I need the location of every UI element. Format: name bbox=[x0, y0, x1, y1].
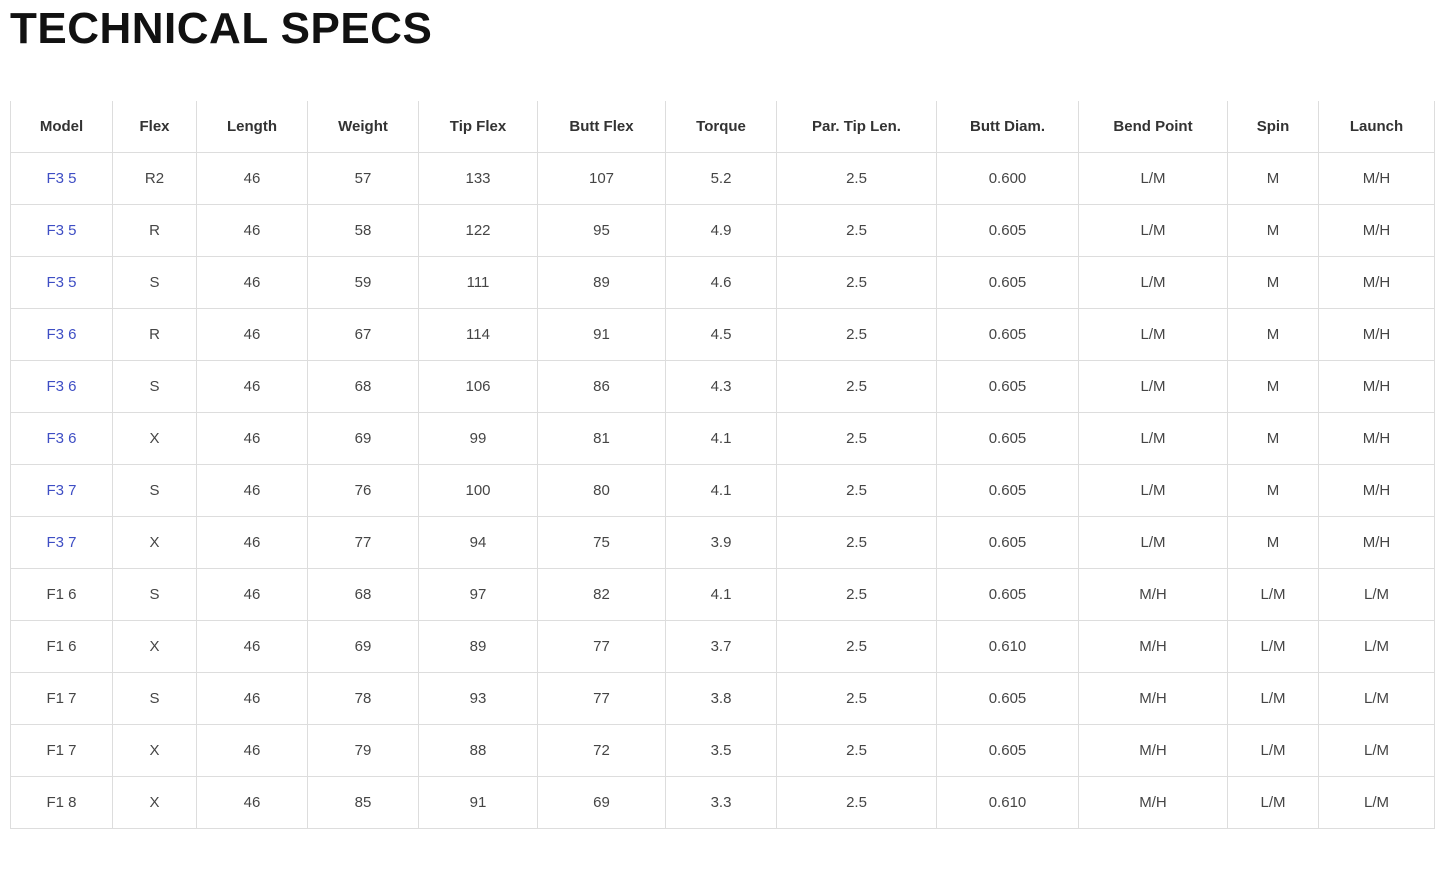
table-row bbox=[11, 569, 1435, 621]
model-cell: F1 6 bbox=[11, 621, 113, 673]
launch-cell: L/M bbox=[1319, 725, 1435, 777]
bend-point-cell: L/M bbox=[1079, 257, 1228, 309]
length-cell: 46 bbox=[197, 153, 308, 205]
par-tip-len-cell: 2.5 bbox=[777, 725, 937, 777]
spin-cell: M bbox=[1228, 257, 1319, 309]
spin-cell: M bbox=[1228, 517, 1319, 569]
length-cell: 46 bbox=[197, 361, 308, 413]
header-row bbox=[11, 101, 1435, 153]
spin-cell: L/M bbox=[1228, 621, 1319, 673]
tip-flex-cell: 97 bbox=[419, 569, 538, 621]
launch-cell: L/M bbox=[1319, 673, 1435, 725]
model-link[interactable]: F3 5 bbox=[46, 222, 77, 240]
torque-cell: 4.1 bbox=[666, 569, 777, 621]
launch-cell: M/H bbox=[1319, 413, 1435, 465]
butt-diam-cell: 0.610 bbox=[937, 777, 1079, 829]
torque-cell: 4.1 bbox=[666, 465, 777, 517]
spin-cell: M bbox=[1228, 465, 1319, 517]
torque-cell: 4.9 bbox=[666, 205, 777, 257]
table-row bbox=[11, 517, 1435, 569]
column-header-length: Length bbox=[197, 101, 308, 153]
par-tip-len-cell: 2.5 bbox=[777, 205, 937, 257]
butt-flex-cell: 75 bbox=[538, 517, 666, 569]
length-cell: 46 bbox=[197, 569, 308, 621]
tip-flex-cell: 100 bbox=[419, 465, 538, 517]
flex-cell: R bbox=[113, 205, 197, 257]
butt-flex-cell: 77 bbox=[538, 673, 666, 725]
launch-cell: L/M bbox=[1319, 569, 1435, 621]
bend-point-cell: L/M bbox=[1079, 413, 1228, 465]
butt-diam-cell: 0.605 bbox=[937, 517, 1079, 569]
weight-cell: 69 bbox=[308, 621, 419, 673]
launch-cell: L/M bbox=[1319, 621, 1435, 673]
torque-cell: 4.5 bbox=[666, 309, 777, 361]
length-cell: 46 bbox=[197, 725, 308, 777]
bend-point-cell: M/H bbox=[1079, 621, 1228, 673]
torque-cell: 4.3 bbox=[666, 361, 777, 413]
weight-cell: 69 bbox=[308, 413, 419, 465]
column-header-launch: Launch bbox=[1319, 101, 1435, 153]
table-row bbox=[11, 413, 1435, 465]
tip-flex-cell: 91 bbox=[419, 777, 538, 829]
weight-cell: 79 bbox=[308, 725, 419, 777]
table-row bbox=[11, 205, 1435, 257]
butt-flex-cell: 80 bbox=[538, 465, 666, 517]
tip-flex-cell: 133 bbox=[419, 153, 538, 205]
tip-flex-cell: 89 bbox=[419, 621, 538, 673]
tip-flex-cell: 114 bbox=[419, 309, 538, 361]
model-cell bbox=[11, 465, 113, 517]
column-header-par-tip-len: Par. Tip Len. bbox=[777, 101, 937, 153]
butt-diam-cell: 0.610 bbox=[937, 621, 1079, 673]
model-link[interactable]: F3 7 bbox=[46, 534, 77, 552]
butt-flex-cell: 95 bbox=[538, 205, 666, 257]
par-tip-len-cell: 2.5 bbox=[777, 673, 937, 725]
torque-cell: 3.3 bbox=[666, 777, 777, 829]
par-tip-len-cell: 2.5 bbox=[777, 153, 937, 205]
model-link[interactable]: F3 6 bbox=[46, 326, 77, 344]
tip-flex-cell: 94 bbox=[419, 517, 538, 569]
column-header-torque: Torque bbox=[666, 101, 777, 153]
model-cell: F1 7 bbox=[11, 673, 113, 725]
table-row bbox=[11, 673, 1435, 725]
bend-point-cell: L/M bbox=[1079, 153, 1228, 205]
tip-flex-cell: 106 bbox=[419, 361, 538, 413]
model-cell bbox=[11, 153, 113, 205]
spin-cell: M bbox=[1228, 309, 1319, 361]
weight-cell: 76 bbox=[308, 465, 419, 517]
column-header-weight: Weight bbox=[308, 101, 419, 153]
torque-cell: 3.8 bbox=[666, 673, 777, 725]
flex-cell: X bbox=[113, 777, 197, 829]
table-row bbox=[11, 465, 1435, 517]
butt-flex-cell: 86 bbox=[538, 361, 666, 413]
flex-cell: X bbox=[113, 725, 197, 777]
par-tip-len-cell: 2.5 bbox=[777, 621, 937, 673]
column-header-spin: Spin bbox=[1228, 101, 1319, 153]
length-cell: 46 bbox=[197, 205, 308, 257]
table-row bbox=[11, 725, 1435, 777]
butt-flex-cell: 81 bbox=[538, 413, 666, 465]
table-row bbox=[11, 361, 1435, 413]
butt-flex-cell: 107 bbox=[538, 153, 666, 205]
tip-flex-cell: 111 bbox=[419, 257, 538, 309]
weight-cell: 68 bbox=[308, 361, 419, 413]
model-cell bbox=[11, 257, 113, 309]
spin-cell: M bbox=[1228, 153, 1319, 205]
butt-flex-cell: 77 bbox=[538, 621, 666, 673]
butt-flex-cell: 72 bbox=[538, 725, 666, 777]
spin-cell: M bbox=[1228, 205, 1319, 257]
butt-flex-cell: 89 bbox=[538, 257, 666, 309]
launch-cell: M/H bbox=[1319, 361, 1435, 413]
launch-cell: M/H bbox=[1319, 257, 1435, 309]
par-tip-len-cell: 2.5 bbox=[777, 569, 937, 621]
table-row bbox=[11, 621, 1435, 673]
column-header-butt-diam: Butt Diam. bbox=[937, 101, 1079, 153]
flex-cell: R bbox=[113, 309, 197, 361]
par-tip-len-cell: 2.5 bbox=[777, 361, 937, 413]
model-link[interactable]: F3 6 bbox=[46, 378, 77, 396]
bend-point-cell: M/H bbox=[1079, 777, 1228, 829]
butt-diam-cell: 0.605 bbox=[937, 673, 1079, 725]
launch-cell: M/H bbox=[1319, 465, 1435, 517]
table-row bbox=[11, 777, 1435, 829]
column-header-flex: Flex bbox=[113, 101, 197, 153]
model-cell: F1 6 bbox=[11, 569, 113, 621]
par-tip-len-cell: 2.5 bbox=[777, 777, 937, 829]
butt-diam-cell: 0.605 bbox=[937, 257, 1079, 309]
length-cell: 46 bbox=[197, 309, 308, 361]
bend-point-cell: M/H bbox=[1079, 569, 1228, 621]
torque-cell: 4.6 bbox=[666, 257, 777, 309]
model-cell bbox=[11, 413, 113, 465]
specs-table bbox=[10, 101, 1435, 830]
torque-cell: 3.5 bbox=[666, 725, 777, 777]
flex-cell: X bbox=[113, 413, 197, 465]
table-body bbox=[11, 153, 1435, 829]
butt-diam-cell: 0.605 bbox=[937, 309, 1079, 361]
bend-point-cell: M/H bbox=[1079, 673, 1228, 725]
weight-cell: 58 bbox=[308, 205, 419, 257]
torque-cell: 3.7 bbox=[666, 621, 777, 673]
model-cell: F1 8 bbox=[11, 777, 113, 829]
flex-cell: S bbox=[113, 673, 197, 725]
model-link[interactable]: F3 5 bbox=[46, 274, 77, 292]
tip-flex-cell: 88 bbox=[419, 725, 538, 777]
tip-flex-cell: 122 bbox=[419, 205, 538, 257]
torque-cell: 3.9 bbox=[666, 517, 777, 569]
length-cell: 46 bbox=[197, 413, 308, 465]
weight-cell: 85 bbox=[308, 777, 419, 829]
launch-cell: M/H bbox=[1319, 517, 1435, 569]
table-row bbox=[11, 257, 1435, 309]
column-header-bend-point: Bend Point bbox=[1079, 101, 1228, 153]
launch-cell: M/H bbox=[1319, 153, 1435, 205]
spin-cell: M bbox=[1228, 413, 1319, 465]
par-tip-len-cell: 2.5 bbox=[777, 413, 937, 465]
column-header-tip-flex: Tip Flex bbox=[419, 101, 538, 153]
tip-flex-cell: 99 bbox=[419, 413, 538, 465]
butt-flex-cell: 69 bbox=[538, 777, 666, 829]
spin-cell: L/M bbox=[1228, 725, 1319, 777]
weight-cell: 78 bbox=[308, 673, 419, 725]
weight-cell: 57 bbox=[308, 153, 419, 205]
butt-diam-cell: 0.600 bbox=[937, 153, 1079, 205]
spin-cell: L/M bbox=[1228, 569, 1319, 621]
flex-cell: S bbox=[113, 361, 197, 413]
model-cell bbox=[11, 361, 113, 413]
tip-flex-cell: 93 bbox=[419, 673, 538, 725]
length-cell: 46 bbox=[197, 517, 308, 569]
butt-flex-cell: 82 bbox=[538, 569, 666, 621]
spin-cell: L/M bbox=[1228, 673, 1319, 725]
bend-point-cell: L/M bbox=[1079, 517, 1228, 569]
butt-diam-cell: 0.605 bbox=[937, 569, 1079, 621]
length-cell: 46 bbox=[197, 257, 308, 309]
spin-cell: M bbox=[1228, 361, 1319, 413]
torque-cell: 4.1 bbox=[666, 413, 777, 465]
launch-cell: L/M bbox=[1319, 777, 1435, 829]
par-tip-len-cell: 2.5 bbox=[777, 257, 937, 309]
butt-diam-cell: 0.605 bbox=[937, 725, 1079, 777]
flex-cell: X bbox=[113, 621, 197, 673]
model-cell: F1 7 bbox=[11, 725, 113, 777]
model-cell bbox=[11, 309, 113, 361]
table-row bbox=[11, 153, 1435, 205]
bend-point-cell: L/M bbox=[1079, 465, 1228, 517]
par-tip-len-cell: 2.5 bbox=[777, 309, 937, 361]
weight-cell: 67 bbox=[308, 309, 419, 361]
model-cell bbox=[11, 205, 113, 257]
weight-cell: 59 bbox=[308, 257, 419, 309]
model-link[interactable]: F3 7 bbox=[46, 482, 77, 500]
launch-cell: M/H bbox=[1319, 309, 1435, 361]
weight-cell: 77 bbox=[308, 517, 419, 569]
model-link[interactable]: F3 6 bbox=[46, 430, 77, 448]
flex-cell: X bbox=[113, 517, 197, 569]
butt-diam-cell: 0.605 bbox=[937, 361, 1079, 413]
par-tip-len-cell: 2.5 bbox=[777, 465, 937, 517]
flex-cell: S bbox=[113, 257, 197, 309]
length-cell: 46 bbox=[197, 777, 308, 829]
column-header-butt-flex: Butt Flex bbox=[538, 101, 666, 153]
model-cell bbox=[11, 517, 113, 569]
bend-point-cell: L/M bbox=[1079, 309, 1228, 361]
length-cell: 46 bbox=[197, 465, 308, 517]
flex-cell: R2 bbox=[113, 153, 197, 205]
length-cell: 46 bbox=[197, 621, 308, 673]
bend-point-cell: L/M bbox=[1079, 361, 1228, 413]
flex-cell: S bbox=[113, 569, 197, 621]
bend-point-cell: L/M bbox=[1079, 205, 1228, 257]
table-row bbox=[11, 309, 1435, 361]
column-header-model: Model bbox=[11, 101, 113, 153]
length-cell: 46 bbox=[197, 673, 308, 725]
spin-cell: L/M bbox=[1228, 777, 1319, 829]
flex-cell: S bbox=[113, 465, 197, 517]
butt-diam-cell: 0.605 bbox=[937, 465, 1079, 517]
butt-diam-cell: 0.605 bbox=[937, 205, 1079, 257]
par-tip-len-cell: 2.5 bbox=[777, 517, 937, 569]
page-title: TECHNICAL SPECS bbox=[10, 4, 433, 53]
butt-flex-cell: 91 bbox=[538, 309, 666, 361]
launch-cell: M/H bbox=[1319, 205, 1435, 257]
torque-cell: 5.2 bbox=[666, 153, 777, 205]
weight-cell: 68 bbox=[308, 569, 419, 621]
butt-diam-cell: 0.605 bbox=[937, 413, 1079, 465]
model-link[interactable]: F3 5 bbox=[46, 170, 77, 188]
bend-point-cell: M/H bbox=[1079, 725, 1228, 777]
